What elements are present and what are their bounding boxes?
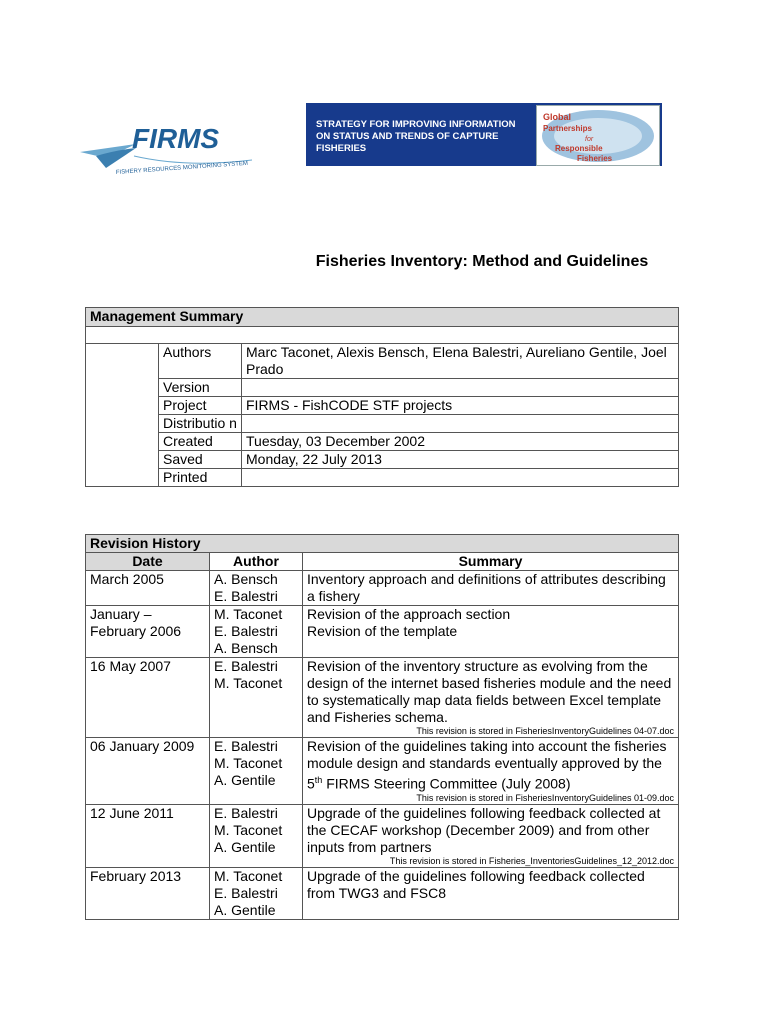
management-summary-heading: Management Summary [86,308,679,327]
revision-history-heading: Revision History [86,535,679,553]
revision-file-note: This revision is stored in FisheriesInventoryGuidelines 04-07.doc [416,726,674,736]
ms-label-project: Project [159,397,242,415]
revision-summary [307,738,674,793]
col-header-summary: Summary [303,553,679,571]
revision-date: March 2005 [86,571,210,606]
strategy-banner [306,103,662,166]
revision-summary-text: Revision of the guidelines taking into account the fisheries module design and standards eventually approved by the 5 [307,738,667,792]
ordinal-suffix: th [314,775,323,785]
revision-authors: M. Taconet E. Balestri A. Bensch [210,606,303,658]
management-summary-indent [86,344,159,487]
revision-summary: Revision of the inventory structure as evolving from the design of the internet based fisheries module and the need to systematically map data fields between Excel template and Fisheries schema. [307,658,672,725]
banner-line-2: ON STATUS AND TRENDS OF CAPTURE [316,131,499,142]
ms-value-distribution [242,415,679,433]
banner-line-3: FISHERIES [316,143,367,154]
ms-label-saved: Saved [159,451,242,469]
revision-authors: A. Bensch E. Balestri [210,571,303,606]
revision-file-note: This revision is stored in Fisheries_InventoriesGuidelines_12_2012.doc [389,855,674,866]
ms-label-printed: Printed [159,469,242,487]
gp-line-1: Global [543,112,572,122]
table-row [86,738,679,805]
banner-text [316,119,516,155]
gp-line-3: for [585,136,594,143]
revision-summary-cell [303,658,679,738]
ms-value-version [242,379,679,397]
gp-line-4: Responsible [555,144,603,153]
ms-label-created: Created [159,433,242,451]
col-header-author: Author [210,553,303,571]
revision-date: 12 June 2011 [86,804,210,867]
gp-line-5: Fisheries [577,154,613,163]
revision-date: 06 January 2009 [86,738,210,805]
ms-value-authors: Marc Taconet, Alexis Bensch, Elena Balestri, Aureliano Gentile, Joel Prado [242,344,679,379]
revision-authors: E. Balestri M. Taconet [210,658,303,738]
table-row [86,658,679,738]
ms-label-authors: Authors [159,344,242,379]
ms-value-created: Tuesday, 03 December 2002 [242,433,679,451]
revision-summary: Upgrade of the guidelines following feedback collected from TWG3 and FSC8 [303,867,679,919]
revision-summary: Revision of the approach section Revision of the template [303,606,679,658]
firms-logo-text: FIRMS [132,123,220,154]
revision-authors: E. Balestri M. Taconet A. Gentile [210,804,303,867]
revision-summary: Upgrade of the guidelines following feedback collected at the CECAF workshop (December 2009) and from other inputs from partners [307,804,661,855]
revision-summary-cell [303,738,679,805]
global-partnerships-logo [536,105,660,166]
firms-logo-tagline: FISHERY RESOURCES MONITORING SYSTEM [115,160,249,176]
gp-line-2: Partnerships [543,124,592,133]
revision-date: 16 May 2007 [86,658,210,738]
revision-date: January – February 2006 [86,606,210,658]
revision-authors: M. Taconet E. Balestri A. Gentile [210,867,303,919]
table-row [86,606,679,658]
revision-file-note: This revision is stored in FisheriesInventoryGuidelines 01-09.doc [416,792,674,803]
revision-summary-text-end: FIRMS Steering Committee (July 2008) [322,775,571,792]
revision-authors: E. Balestri M. Taconet A. Gentile [210,738,303,805]
ms-value-printed [242,469,679,487]
firms-logo [76,112,276,182]
table-row [86,867,679,919]
revision-history-table [85,534,679,920]
revision-summary-cell [303,804,679,867]
document-title: Fisheries Inventory: Method and Guidelines [315,253,649,270]
ms-value-project: FIRMS - FishCODE STF projects [242,397,679,415]
table-row [86,571,679,606]
management-summary-table [85,307,679,487]
ms-label-version: Version [159,379,242,397]
col-header-date: Date [86,553,210,571]
table-row [86,804,679,867]
ms-label-distribution: Distributio n [159,415,242,433]
revision-summary: Inventory approach and definitions of attributes describing a fishery [303,571,679,606]
ms-value-saved: Monday, 22 July 2013 [242,451,679,469]
management-summary-spacer [86,327,679,344]
revision-date: February 2013 [86,867,210,919]
banner-line-1: STRATEGY FOR IMPROVING INFORMATION [316,119,516,130]
